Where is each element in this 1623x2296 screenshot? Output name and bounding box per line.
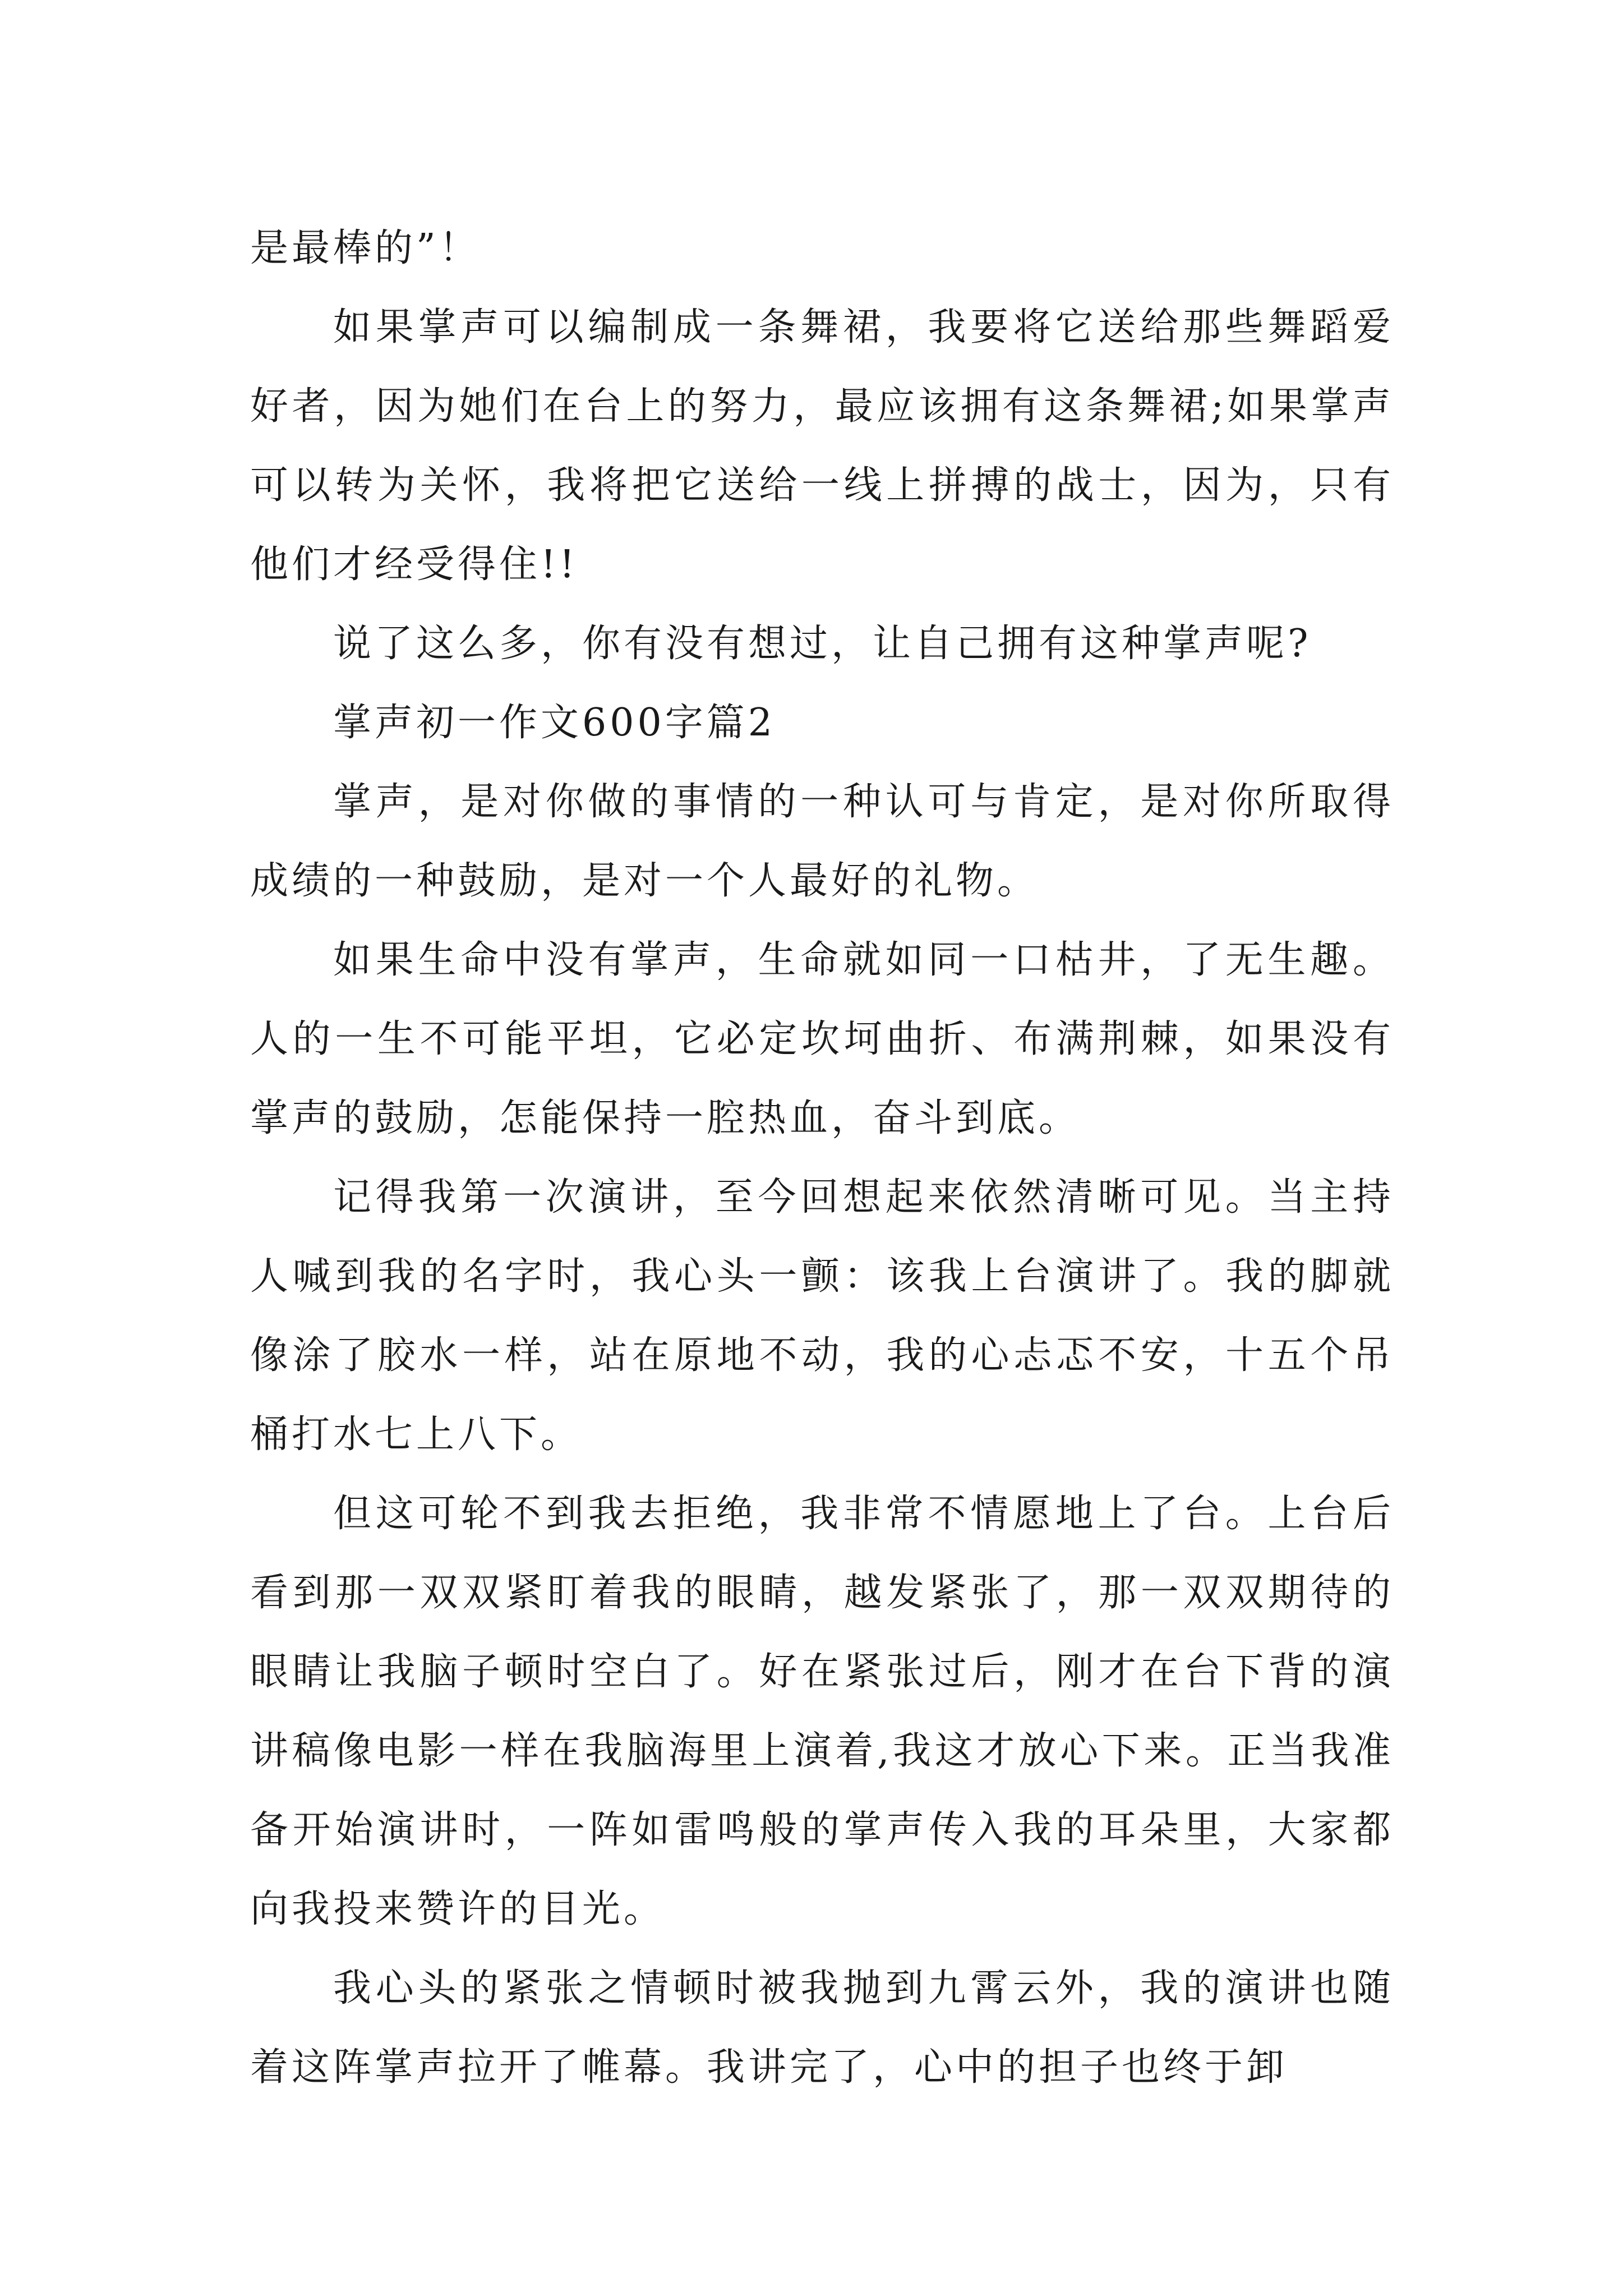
paragraph-life-without-applause: 如果生命中没有掌声，生命就如同一口枯井，了无生趣。人的一生不可能平坦，它必定坎坷曲折、布满荆棘，如果没有掌声的鼓励，怎能保持一腔热血，奋斗到底。 [250, 938, 1394, 1140]
paragraph-applause-gifts: 如果掌声可以编制成一条舞裙，我要将它送给那些舞蹈爱好者，因为她们在台上的努力，最应该拥有这条舞裙;如果掌声可以转为关怀，我将把它送给一线上拼搏的战士，因为，只有他们才经受得住!! [250, 305, 1394, 587]
paragraph-applause-definition: 掌声，是对你做的事情的一种认可与肯定，是对你所取得成绩的一种鼓励，是对一个人最好的礼物。 [250, 780, 1394, 903]
paragraph-nerves-gone: 我心头的紧张之情顿时被我抛到九霄云外，我的演讲也随着这阵掌声拉开了帷幕。我讲完了，心中的担子也终于卸 [250, 1966, 1394, 2090]
paragraph-first-speech: 记得我第一次演讲，至今回想起来依然清晰可见。当主持人喊到我的名字时，我心头一颤：该我上台演讲了。我的脚就像涂了胶水一样，站在原地不动，我的心忐忑不安，十五个吊桶打水七上八下。 [250, 1175, 1394, 1457]
paragraph-on-stage: 但这可轮不到我去拒绝，我非常不情愿地上了台。上台后看到那一双双紧盯着我的眼睛，越发紧张了，那一双双期待的眼睛让我脑子顿时空白了。好在紧张过后，刚才在台下背的演讲稿像电影一样在我脑海里上演着,我这才放心下来。正当我准备开始演讲时，一阵如雷鸣般的掌声传入我的耳朵里，大家都向我投来赞许的目光。 [250, 1492, 1394, 1931]
paragraph-question: 说了这么多，你有没有想过，让自己拥有这种掌声呢? [333, 622, 1312, 666]
document-body [250, 209, 1394, 2107]
paragraph-continuation: 是最棒的”！ [250, 226, 481, 270]
section-heading: 掌声初一作文600字篇2 [333, 701, 776, 745]
